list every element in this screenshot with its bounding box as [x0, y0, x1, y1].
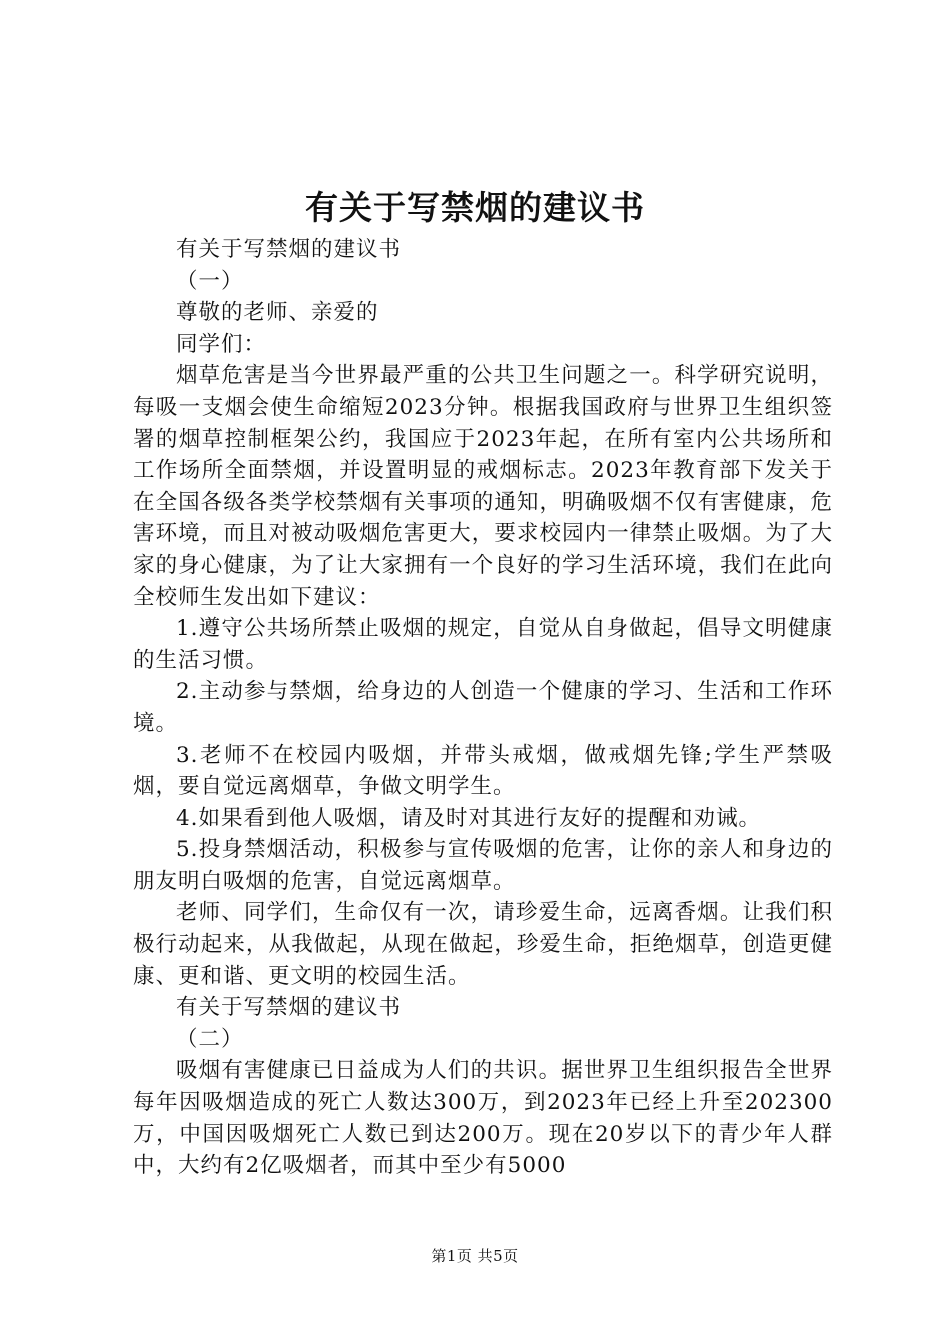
- page-footer: 第1页 共5页: [431, 1247, 519, 1265]
- document-title: 有关于写禁烟的建议书: [305, 188, 645, 227]
- salutation-line-1: 尊敬的老师、亲爱的: [176, 300, 379, 326]
- suggestion-item: 1.遵守公共场所禁止吸烟的规定，自觉从自身做起，倡导文明健康的生活习惯。: [133, 616, 833, 673]
- suggestion-item: 2.主动参与禁烟，给身边的人创造一个健康的学习、生活和工作环境。: [133, 679, 833, 736]
- body-paragraph: 烟草危害是当今世界最严重的公共卫生问题之一。科学研究说明，每吸一支烟会使生命缩短2023分钟。根据我国政府与世界卫生组织签署的烟草控制框架公约，我国应于2023年起，在所有室内公共场所和工作场所全面禁烟，并设置明显的戒烟标志。2023年教育部下发关于在全国各级各类学校禁烟有关事项的通知，明确吸烟不仅有害健康，危害环境，而且对被动吸烟危害更大，要求校园内一律禁止吸烟。为了大家的身心健康，为了让大家拥有一个良好的学习生活环境，我们在此向全校师生发出如下建议：: [133, 363, 833, 610]
- section-heading: 有关于写禁烟的建议书: [176, 237, 402, 262]
- document-body: [133, 234, 833, 1182]
- section-number: （二）: [176, 1026, 244, 1052]
- section-heading: 有关于写禁烟的建议书: [176, 995, 402, 1021]
- salutation-line-2: 同学们：: [176, 331, 267, 357]
- suggestion-item: 3.老师不在校园内吸烟，并带头戒烟，做戒烟先锋;学生严禁吸烟，要自觉远离烟草，争做文明学生。: [133, 742, 833, 800]
- body-paragraph: 吸烟有害健康已日益成为人们的共识。据世界卫生组织报告全世界每年因吸烟造成的死亡人数达300万，到2023年已经上升至202300万，中国因吸烟死亡人数已到达200万。现在20岁以下的青少年人群中，大约有2亿吸烟者，而其中至少有5000: [133, 1058, 833, 1179]
- suggestion-item: 4.如果看到他人吸烟，请及时对其进行友好的提醒和劝诫。: [176, 805, 762, 831]
- suggestion-item: 5.投身禁烟活动，积极参与宣传吸烟的危害，让你的亲人和身边的朋友明白吸烟的危害，自觉远离烟草。: [133, 837, 833, 894]
- body-paragraph: 老师、同学们，生命仅有一次，请珍爱生命，远离香烟。让我们积极行动起来，从我做起，从现在做起，珍爱生命，拒绝烟草，创造更健康、更和谐、更文明的校园生活。: [133, 900, 833, 989]
- section-number: （一）: [176, 268, 244, 294]
